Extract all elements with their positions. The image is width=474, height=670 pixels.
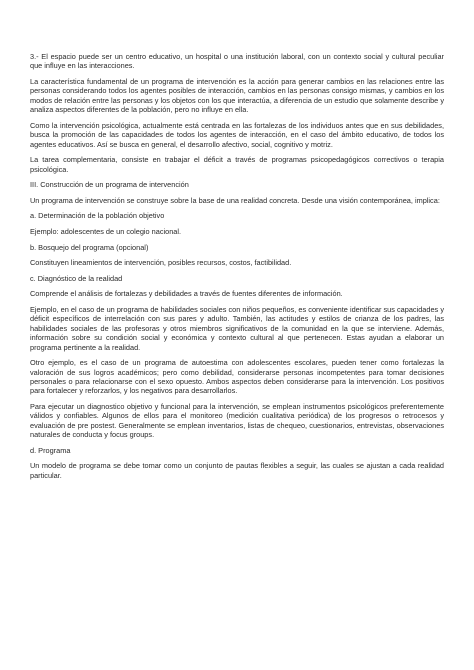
paragraph-program-construction: Un programa de intervención se construye sobre la base de una realidad concreta. Desde una visión contemporánea, implica: bbox=[30, 195, 440, 205]
paragraph-objective-diagnosis: Para ejecutar un diagnostico objetivo y funcional para la intervención, se emplean instrumentos psicológicos preferentemente válidos y confiables. Algunos de ellos para el monitoreo (medición cualitativa periódica) de los progresos o retrocesos y evaluación de pre postest. Generalmente se emplean inventarios, listas de chequeo, cuestionarios, entrevistas, observaciones naturales de conducta y focus groups. bbox=[30, 402, 444, 440]
paragraph-fundamental-characteristic: La característica fundamental de un programa de intervención es la acción para generar cambios en las relaciones entre las personas considerando todos los agentes posibles de interacción, cambios en las personas consigo mismas, y cambios en los modos de relación entre las personas y los objetos con los que interactúa, a diferencia de un estudio que solamente describe y analiza aspectos diferentes de la población, pero no influye en ella. bbox=[30, 77, 444, 115]
paragraph-analysis: Comprende el análisis de fortalezas y debilidades a través de fuentes diferentes de información. bbox=[30, 289, 343, 299]
paragraph-example-self-esteem: Otro ejemplo, es el caso de un programa de autoestima con adolescentes escolares, pueden tener como fortalezas la valoración de sus logros académicos; pero como debilidad, considerarse personas incompetentes para tomar decisiones personales o para relacionarse con el sexo opuesto. Ambos aspectos deben considerarse para la intervención. Los positivos para fortalecer y reforzarlos, y los negativos para desarrollarlos. bbox=[30, 358, 444, 396]
paragraph-space-context: 3.- El espacio puede ser un centro educativo, un hospital o una institución laboral, con un contexto social y cultural peculiar que influye en las interacciones. bbox=[30, 52, 444, 71]
subheading-program: d. Programa bbox=[30, 445, 71, 455]
paragraph-program-model: Un modelo de programa se debe tomar como un conjunto de pautas flexibles a seguir, las cuales se ajustan a cada realidad particular. bbox=[30, 461, 444, 480]
paragraph-guidelines: Constituyen lineamientos de intervención, posibles recursos, costos, factibilidad. bbox=[30, 258, 292, 268]
subheading-target-population: a. Determinación de la población objetivo bbox=[30, 211, 165, 221]
paragraph-complementary-task: La tarea complementaria, consiste en trabajar el déficit a través de programas psicopedagógicos correctivos o terapia psicológica. bbox=[30, 155, 444, 174]
section-heading-construction: III. Construcción de un programa de intervención bbox=[30, 180, 189, 190]
document-page bbox=[30, 52, 444, 486]
paragraph-example-social-skills: Ejemplo, en el caso de un programa de habilidades sociales con niños pequeños, es conveniente identificar sus capacidades y déficit específicos de interrelación con sus pares y adulto. También, las actitudes y estilos de crianza de los padres, las habilidades sociales de las profesoras y otros miembros significativos de la comunidad en la que se interviene. Además, información sobre su condición social y económica y contexto cultural al que pertenecen. Estas ayudan a elaborar un programa pertinente a la realidad. bbox=[30, 304, 444, 352]
paragraph-example-adolescents: Ejemplo: adolescentes de un colegio nacional. bbox=[30, 227, 182, 236]
subheading-diagnosis: c. Diagnóstico de la realidad bbox=[30, 273, 123, 283]
paragraph-psychological-intervention: Como la intervención psicológica, actualmente está centrada en las fortalezas de los individuos antes que en sus debilidades, busca la promoción de las capacidades de todos los agentes de interacción, en el caso del ámbito educativo, de todos los agentes educativos. Así se busca en general, el desarrollo afectivo, social, cognitivo y motriz. bbox=[30, 120, 444, 149]
subheading-program-outline: b. Bosquejo del programa (opcional) bbox=[30, 242, 149, 252]
